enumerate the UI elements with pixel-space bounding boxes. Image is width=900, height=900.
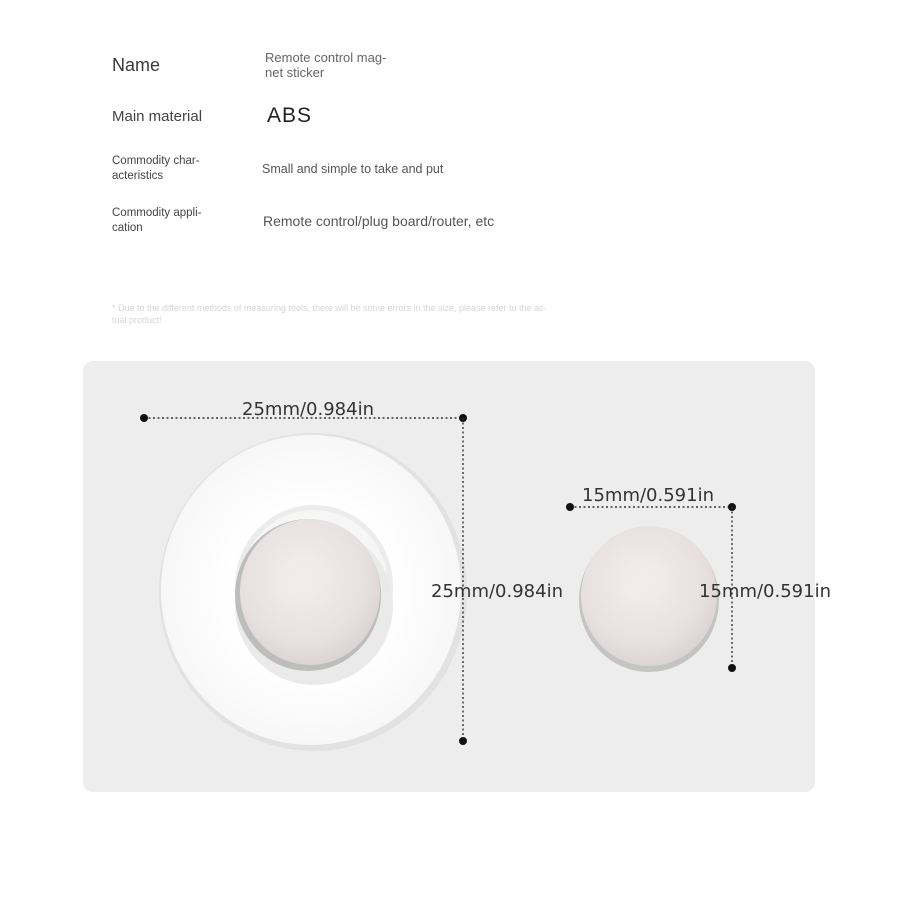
spec-name-value: Remote control mag- net sticker xyxy=(265,50,387,80)
large-height-dimension xyxy=(431,418,563,745)
small-width-dimension xyxy=(566,485,736,511)
large-height-label: 25mm/0.984in xyxy=(431,581,563,602)
product-illustration xyxy=(83,361,831,792)
spec-characteristics-label: Commodity char- acteristics xyxy=(112,155,200,182)
large-magnet-sticker xyxy=(159,433,467,751)
spec-name-label: Name xyxy=(112,55,161,75)
spec-material-label: Main material xyxy=(112,108,203,125)
small-height-label: 15mm/0.591in xyxy=(699,581,831,602)
small-height-dimension xyxy=(699,507,831,672)
spec-application-label: Commodity appli- cation xyxy=(112,207,202,234)
measurement-note: * Due to the different methods of measuring tools, there will be some errors in the size, please refer to the ac- tual product! xyxy=(112,303,547,325)
spec-characteristics-value: Small and simple to take and put xyxy=(262,162,444,176)
large-width-dimension xyxy=(140,399,467,422)
spec-material-value: ABS xyxy=(267,104,313,127)
product-image-panel xyxy=(83,361,831,792)
small-width-label: 15mm/0.591in xyxy=(582,485,714,506)
large-width-label: 25mm/0.984in xyxy=(242,399,374,420)
small-magnet xyxy=(579,526,719,672)
spec-application-value: Remote control/plug board/router, etc xyxy=(263,213,495,229)
